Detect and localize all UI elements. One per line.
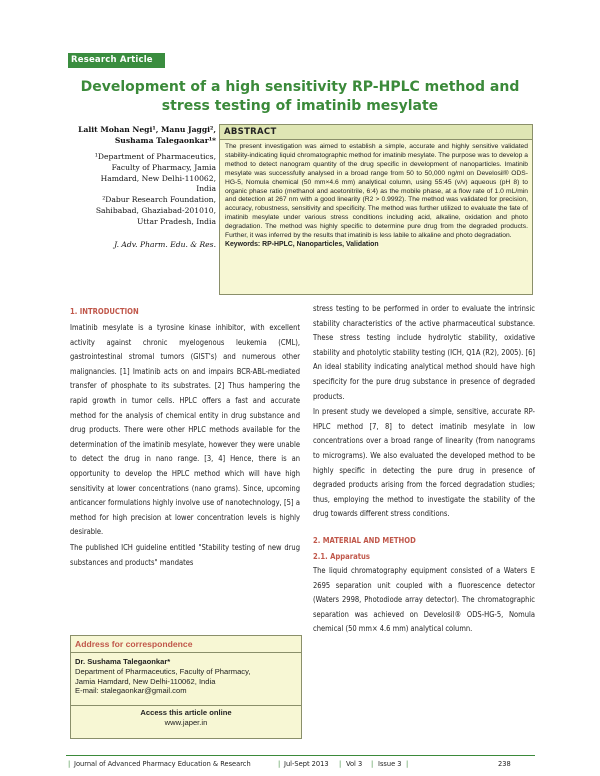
footer-divider: | <box>371 759 374 768</box>
author-names: Lalit Mohan Negi¹, Manu Jaggi², Sushama Talegaonkar¹* <box>78 125 216 145</box>
footer-divider: | <box>68 759 71 768</box>
footer-date: Jul-Sept 2013 <box>284 759 329 768</box>
section-heading-material-method: 2. MATERIAL AND METHOD <box>313 535 416 545</box>
correspondence-heading: Address for correspondence <box>71 636 301 653</box>
footer-issue: Issue 3 <box>378 759 402 768</box>
journal-url-link[interactable]: www.japer.in <box>164 718 208 727</box>
paragraph: Imatinib mesylate is a tyrosine kinase inhibitor, with excellent activity against chronic myelogenous leukemia (CML), gastrointestinal stromal tumors (GIST's) and numerous other malignancies. [1] Imatinib acts on and impairs BCR-ABL-mediated transfer of phosphate to its substrates. [2] Thus hampering the rapid growth in tumor cells. HPLC offers a fast and accurate method for the analysis of chemical entity in drug substance and drug products. There were other HPLC methods available for the determination of the imatinib mesylate, however they were unable to detect the drug in nano range. [3, 4] Hence, there is an opportunity to develop the HPLC method which will have high sensitivity at lower concentrations (nano grams). Since, upcoming anticancer formulations highly involve use of nanotechnology, [5] a method for high precision at lower concentration levels is highly desirable. <box>70 323 300 537</box>
affiliation-line: ¹Department of Pharmaceutics, <box>94 152 216 161</box>
right-column <box>313 302 535 638</box>
paragraph: The liquid chromatography equipment consisted of a Waters E 2695 separation unit coupled with a fluorescence detector (Waters 2998, Photodiode array detector). The chromatographic separation was achieved on Develosil® ODS-HG-5, Nomula chemical (50 mm× 4.6 mm) analytical column. <box>313 565 535 634</box>
paragraph: The published ICH guideline entitled "Stability testing of new drug substances and products" mandates <box>70 542 300 567</box>
footer-divider: | <box>278 759 281 768</box>
article-title: Development of a high sensitivity RP-HPLC method and stress testing of imatinib mesylate <box>80 79 520 114</box>
address-line: Department of Pharmaceutics, Faculty of Pharmacy, <box>75 666 251 676</box>
left-column <box>70 305 300 571</box>
footer-page-number: 238 <box>498 759 511 768</box>
journal-abbrev: J. Adv. Pharm. Edu. & Res. <box>114 239 216 249</box>
section-heading-introduction: 1. INTRODUCTION <box>70 307 139 316</box>
correspondence-box <box>70 635 302 739</box>
subsection-heading-apparatus: 2.1. Apparatus <box>313 551 370 561</box>
article-type-band: Research Article <box>68 53 165 68</box>
abstract-heading: ABSTRACT <box>220 125 532 140</box>
correspondence-details <box>71 653 301 706</box>
paragraph: In present study we developed a simple, sensitive, accurate RP-HPLC method [7, 8] to detect imatinib mesylate in low concentrations over a broad range of linearity (from nanograms to micrograms). We also evaluated the developed method to be highly specific in detecting the pure drug in presence of degraded products arising from the forced degradation studies; thus, employing the method to investigate the stability of the drug towards different stress conditions. <box>313 407 535 519</box>
paragraph: stress testing to be performed in order to evaluate the intrinsic stability characteristics of the active pharmaceutical substance. These stress testing include hydrolytic stability, oxidative stability and photolytic stability testing (ICH, Q1A (R2), 2005). [6] An ideal stability indicating analytical method should have high specificity for the pure drug substance in presence of degraded products. <box>313 304 535 401</box>
footer-divider: | <box>339 759 342 768</box>
keywords: Keywords: RP-HPLC, Nanoparticles, Validation <box>225 240 379 248</box>
online-access <box>71 706 301 728</box>
affiliation-line: ²Dabur Research Foundation, <box>102 195 216 205</box>
email: E-mail: stalegaonkar@gmail.com <box>75 686 187 696</box>
affiliation-line: Uttar Pradesh, India <box>136 216 216 226</box>
abstract-text: The present investigation was aimed to establish a simple, accurate and highly sensitive validated stability-indicating liquid chromatographic method for imatinib mesylate. The purpose was to develop a method to detect nanogram quantity of the drug specific in development of nanoparticles. Imatinib mesylate was successfully analysed in a broad range from 50 to 50,000 ng/ml on Develosil® ODS-HG-5, Nomula chemical (50 mm×4.6 mm) analytical column, using 55:45 (v/v) aqueous (pH 8) to organic phase ratio (methanol and acetonitrile, 6:4) as the mobile phase, at a flow rate of 1.0 mL/min and detection at 267 nm with a good linearity (R2 > 0.9992). The method was validated for precision, accuracy, robustness, sensitivity and specificity. The method was further utilized to evaluate the fate of imatinib mesylate under various stress conditions including acid, alkaline, oxidation and photo degradation. The method was highly specific to determine pure drug from the degraded products. Further, it was inferred by the results that imatinib is less labile to alkaline and photo degradation. <box>225 143 528 240</box>
abstract-box <box>219 124 533 295</box>
affiliation-line: Hamdard, New Delhi-110062, <box>100 173 216 183</box>
affiliation-line: Faculty of Pharmacy, Jamia <box>111 162 216 172</box>
affiliation-line: Sahibabad, Ghaziabad-201010, <box>95 205 216 215</box>
address-line: Jamia Hamdard, New Delhi-110062, India <box>75 676 216 686</box>
affiliation-line: India <box>196 184 216 194</box>
affiliations <box>60 152 216 228</box>
footer-divider: | <box>406 759 409 768</box>
author-block <box>60 125 216 249</box>
footer-volume: Vol 3 <box>346 759 363 768</box>
page-footer <box>66 755 535 769</box>
footer-journal: Journal of Advanced Pharmacy Education & Research <box>74 759 251 768</box>
access-heading: Access this article online <box>140 708 232 717</box>
corresponding-author: Dr. Sushama Talegaonkar* <box>75 657 171 666</box>
